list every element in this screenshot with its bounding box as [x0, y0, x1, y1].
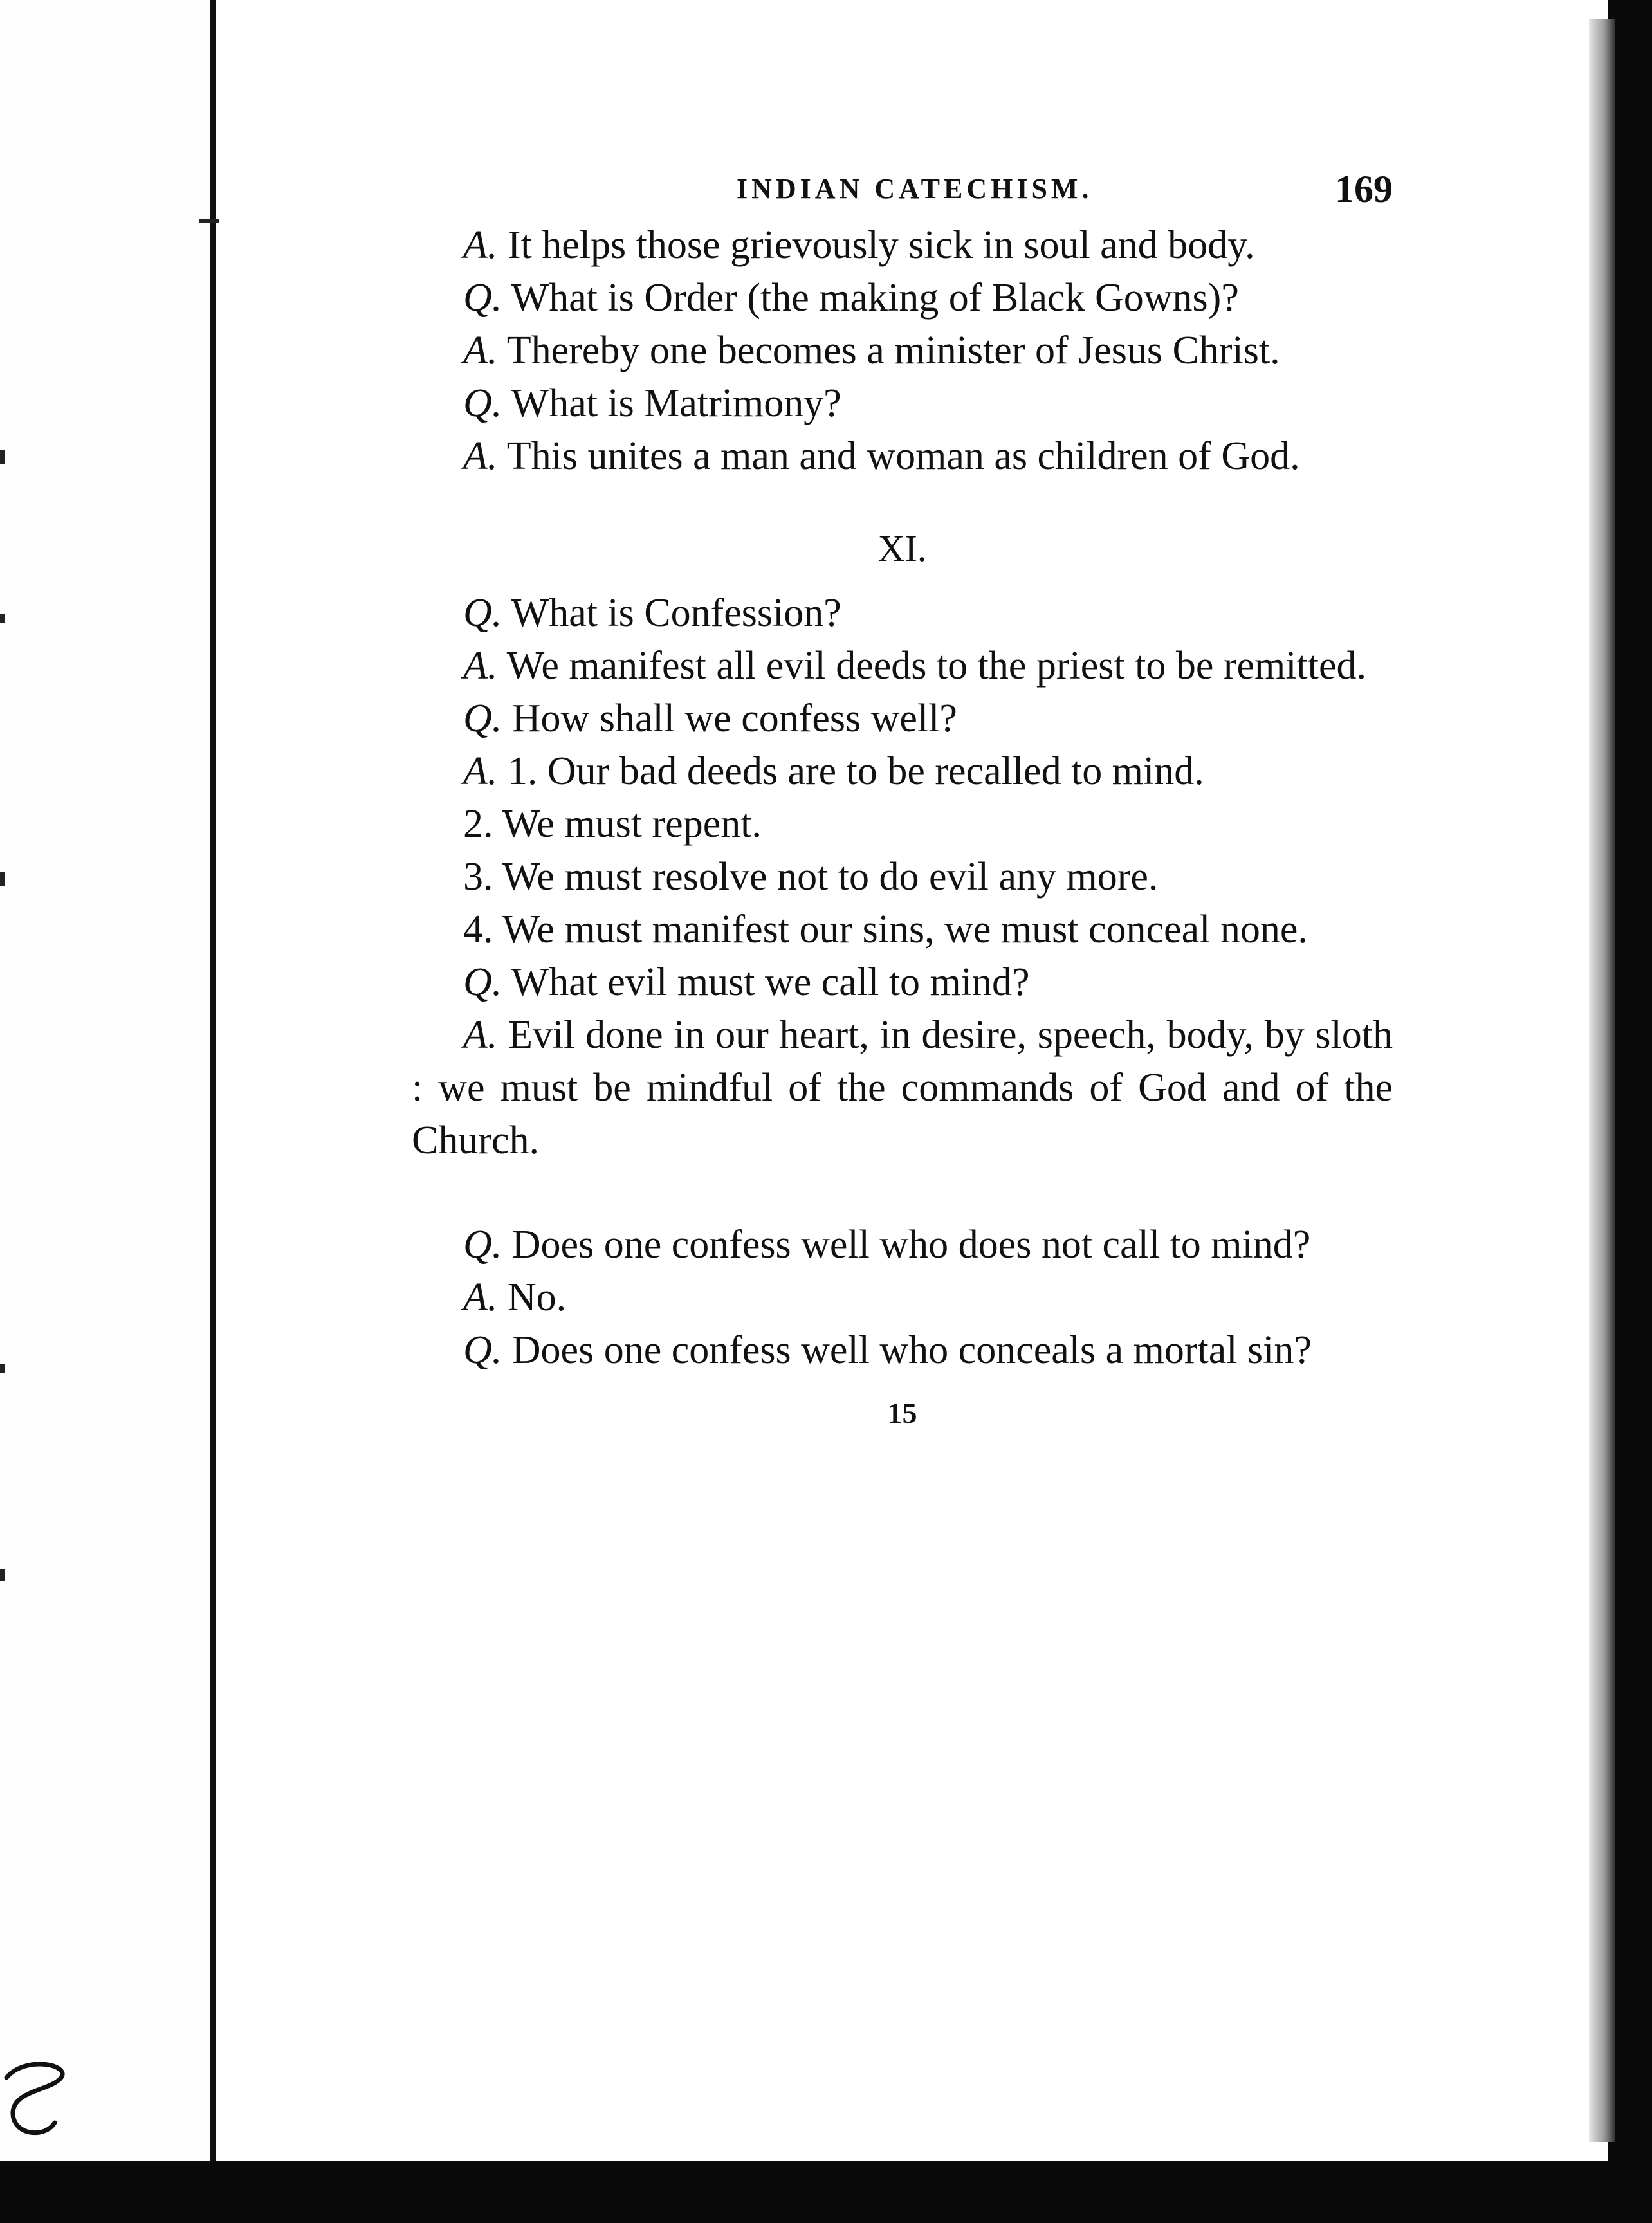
list-item: 2. We must repent.: [463, 802, 762, 846]
top-paragraphs: [412, 219, 1393, 482]
body-text: [412, 219, 1393, 1377]
qa-paragraph: Q. Does one confess well who does not call to mind?: [463, 1223, 1311, 1267]
page-edge-shadow: [1589, 19, 1615, 2142]
qa-paragraph: Q. Does one confess well who conceals a mortal sin?: [463, 1328, 1312, 1372]
margin-tick: [0, 450, 5, 464]
page-content: [412, 161, 1393, 1430]
bottom-paragraphs: [412, 1218, 1393, 1377]
margin-tick: [0, 1364, 5, 1373]
qa-paragraph: Q. How shall we confess well?: [463, 697, 957, 740]
qa-paragraph: Q. What is Confession?: [463, 591, 841, 635]
qa-paragraph: A. We manifest all evil deeds to the priest to be remitted.: [463, 644, 1366, 688]
list-item: 4. We must manifest our sins, we must conceal none.: [463, 908, 1308, 951]
scan-border: [0, 2161, 1652, 2223]
running-header: [412, 161, 1393, 219]
qa-paragraph: A. No.: [463, 1276, 567, 1319]
paragraph-gap: [412, 1167, 1393, 1218]
gutter-tick: [199, 219, 219, 223]
middle-paragraphs: [412, 587, 1393, 1167]
qa-paragraph: A. 1. Our bad deeds are to be recalled to mind.: [463, 749, 1204, 793]
margin-tick: [0, 614, 5, 623]
handwritten-mark: [0, 2052, 77, 2148]
section-heading: XI.: [877, 527, 927, 569]
signature-mark: 15: [887, 1396, 917, 1429]
binding-gutter-line: [210, 0, 216, 2161]
running-title: INDIAN CATECHISM.: [737, 173, 1093, 205]
list-item: 3. We must resolve not to do evil any more.: [463, 855, 1159, 899]
page-number: 169: [1335, 168, 1393, 210]
qa-paragraph: A. It helps those grievously sick in soul and body.: [463, 223, 1255, 267]
margin-tick: [0, 1569, 5, 1581]
qa-paragraph: Q. What is Matrimony?: [463, 381, 841, 425]
facing-page-margin: [0, 0, 210, 2161]
qa-paragraph: A. This unites a man and woman as children of God.: [463, 434, 1300, 478]
qa-paragraph: A. Evil done in our heart, in desire, speech, body, by sloth : we must be mindful of the commands of God and of the Church.: [412, 1013, 1393, 1162]
qa-paragraph: Q. What is Order (the making of Black Gowns)?: [463, 276, 1239, 320]
margin-tick: [0, 872, 5, 886]
qa-paragraph: Q. What evil must we call to mind?: [463, 960, 1030, 1004]
qa-paragraph: A. Thereby one becomes a minister of Jesus Christ.: [463, 329, 1280, 372]
